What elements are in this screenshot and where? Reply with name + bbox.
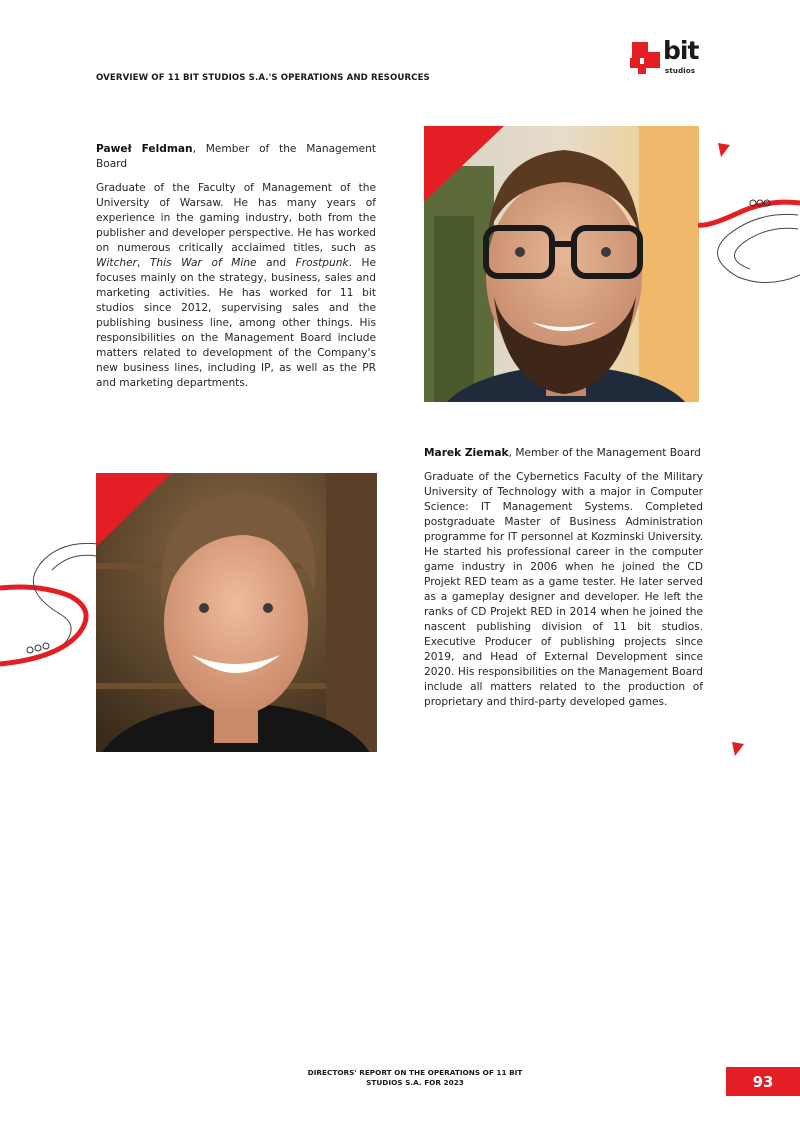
bio-heading xyxy=(96,142,376,172)
page-number: 93 xyxy=(726,1067,800,1096)
game-title-frostpunk: Frostpunk xyxy=(295,257,349,269)
company-logo xyxy=(630,36,708,82)
bio-heading xyxy=(424,446,703,461)
decorative-red-arrow-icon xyxy=(732,742,744,756)
bio-pawel-feldman xyxy=(96,142,376,400)
person-name: Marek Ziemak xyxy=(424,447,509,459)
person-role: , Member of the Management Board xyxy=(508,447,701,459)
bio-text-part: Graduate of the Faculty of Management of the University of Warsaw. He has many years of experience in the gaming industry, both from the publisher and developer perspective. He has worked on numerous critically acclaimed titles, such as xyxy=(96,182,376,254)
decorative-red-arrow-icon xyxy=(718,143,730,157)
footer-report-title: DIRECTORS' REPORT ON THE OPERATIONS OF 11 BIT STUDIOS S.A. FOR 2023 xyxy=(307,1068,523,1087)
bio-text-sep: and xyxy=(256,257,296,269)
bio-text-part: . He focuses mainly on the strategy, business, sales and marketing activities. He has worked for 11 bit studios since 2012, supervising sales and the publishing business line, among other things. His responsibilities on the Management Board include matters related to development of the Company's new business lines, including IP, as well as the PR and marketing departments. xyxy=(96,257,376,389)
bio-text: Graduate of the Cybernetics Faculty of the Military University of Technology with a major in Computer Science: IT Management Systems. Completed postgraduate Master of Business Administration programme for IT personnel at Kozminski University. He started his professional career in the computer game industry in 2006 when he joined the CD Projekt RED team as a game tester. He later served as a gameplay designer and developer. He left the ranks of CD Projekt RED in 2014 when he joined the nascent publishing division of 11 bit studios. Executive Producer of publishing projects since 2019, and Head of External Development since 2020. His responsibilities on the Management Board include all matters related to the production of proprietary and third-party developed games. xyxy=(424,471,703,708)
bio-text xyxy=(96,181,376,391)
portrait-pawel-feldman xyxy=(424,126,699,402)
game-title-witcher: Witcher xyxy=(96,257,137,269)
decorative-sketch-cable-icon xyxy=(698,185,800,285)
page-header-title: OVERVIEW OF 11 BIT STUDIOS S.A.'S OPERATIONS AND RESOURCES xyxy=(96,73,430,83)
logo-wordmark: bit xyxy=(663,36,699,65)
logo-subtitle: studios xyxy=(665,67,696,75)
bio-marek-ziemak xyxy=(424,446,703,719)
person-name: Paweł Feldman xyxy=(96,143,193,155)
portrait-marek-ziemak xyxy=(96,473,377,752)
bio-text-sep: , xyxy=(136,257,150,269)
person-role: , Member of the Management Board xyxy=(96,143,377,170)
red-corner-accent xyxy=(424,126,504,202)
decorative-sketch-cable-icon xyxy=(0,540,98,670)
logo-mark-icon xyxy=(630,42,664,76)
game-title-this-war-of-mine: This War of Mine xyxy=(149,257,257,269)
red-corner-accent xyxy=(96,473,172,547)
